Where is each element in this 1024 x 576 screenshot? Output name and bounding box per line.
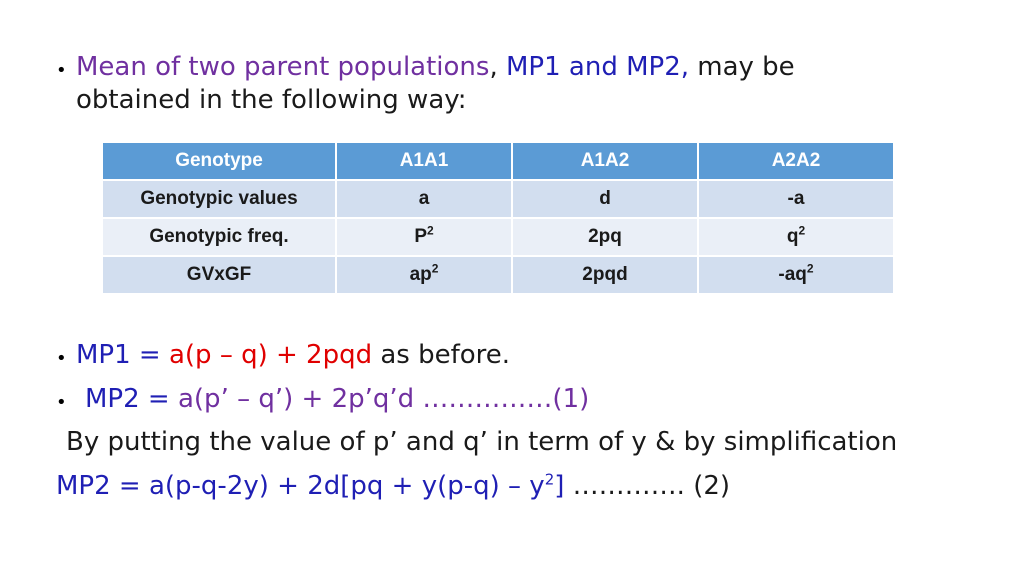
- mp2-label: MP2: [85, 384, 140, 414]
- table-cell: a: [336, 180, 512, 218]
- table-row: [102, 180, 894, 218]
- table-cell: $P^2$: [336, 218, 512, 256]
- header-a1a1: A1A1: [336, 142, 512, 180]
- row-label: Genotypic values: [102, 180, 336, 218]
- table-row: [102, 256, 894, 294]
- intro-text-part2: ,: [489, 52, 506, 82]
- row-label: GVxGF: [102, 256, 336, 294]
- table-cell: $-aq^2$: [698, 256, 894, 294]
- final-equation: [56, 471, 730, 501]
- final-equation-suffix: …………. (2): [564, 471, 731, 501]
- intro-text-part4: may be: [689, 52, 795, 82]
- explanation-text: By putting the value of p’ and q’ in term of y & by simplification: [66, 427, 898, 457]
- bullet-dot: •: [56, 348, 67, 369]
- table-cell: 2pqd: [512, 256, 698, 294]
- mp2-line: [85, 384, 589, 414]
- mp2-expr: a(p’ – q’) + 2p’q’d: [177, 384, 415, 414]
- bullet-dot: •: [56, 392, 67, 413]
- header-genotype: Genotype: [102, 142, 336, 180]
- header-a2a2: A2A2: [698, 142, 894, 180]
- final-equation-close: ]: [554, 471, 565, 501]
- table-cell: d: [512, 180, 698, 218]
- row-label: Genotypic freq.: [102, 218, 336, 256]
- mp1-suffix: as before.: [372, 340, 511, 370]
- table-cell: -a: [698, 180, 894, 218]
- intro-text-part3: MP1 and MP2,: [505, 52, 689, 82]
- mp1-expr: a(p – q) + 2pqd: [168, 340, 373, 370]
- table-cell: $q^2$: [698, 218, 894, 256]
- final-equation-sup: 2: [544, 470, 555, 489]
- mp1-line: [76, 340, 510, 370]
- mp1-eq: =: [130, 340, 169, 370]
- mp1-label: MP1: [76, 340, 131, 370]
- intro-line-2: obtained in the following way:: [76, 85, 467, 115]
- final-equation-text: MP2 = a(p-q-2y) + 2d[pq + y(p-q) – y: [56, 471, 545, 501]
- bullet-dot: •: [56, 60, 67, 81]
- header-a1a2: A1A2: [512, 142, 698, 180]
- genotype-table: [101, 141, 895, 295]
- mp2-suffix: ……………(1): [414, 384, 590, 414]
- table-cell: $ap^2$: [336, 256, 512, 294]
- table-row: [102, 218, 894, 256]
- table-cell: 2pq: [512, 218, 698, 256]
- intro-line-1: [76, 52, 795, 82]
- mp2-eq: =: [139, 384, 178, 414]
- table-header-row: [102, 142, 894, 180]
- intro-text-part1: Mean of two parent populations: [76, 52, 490, 82]
